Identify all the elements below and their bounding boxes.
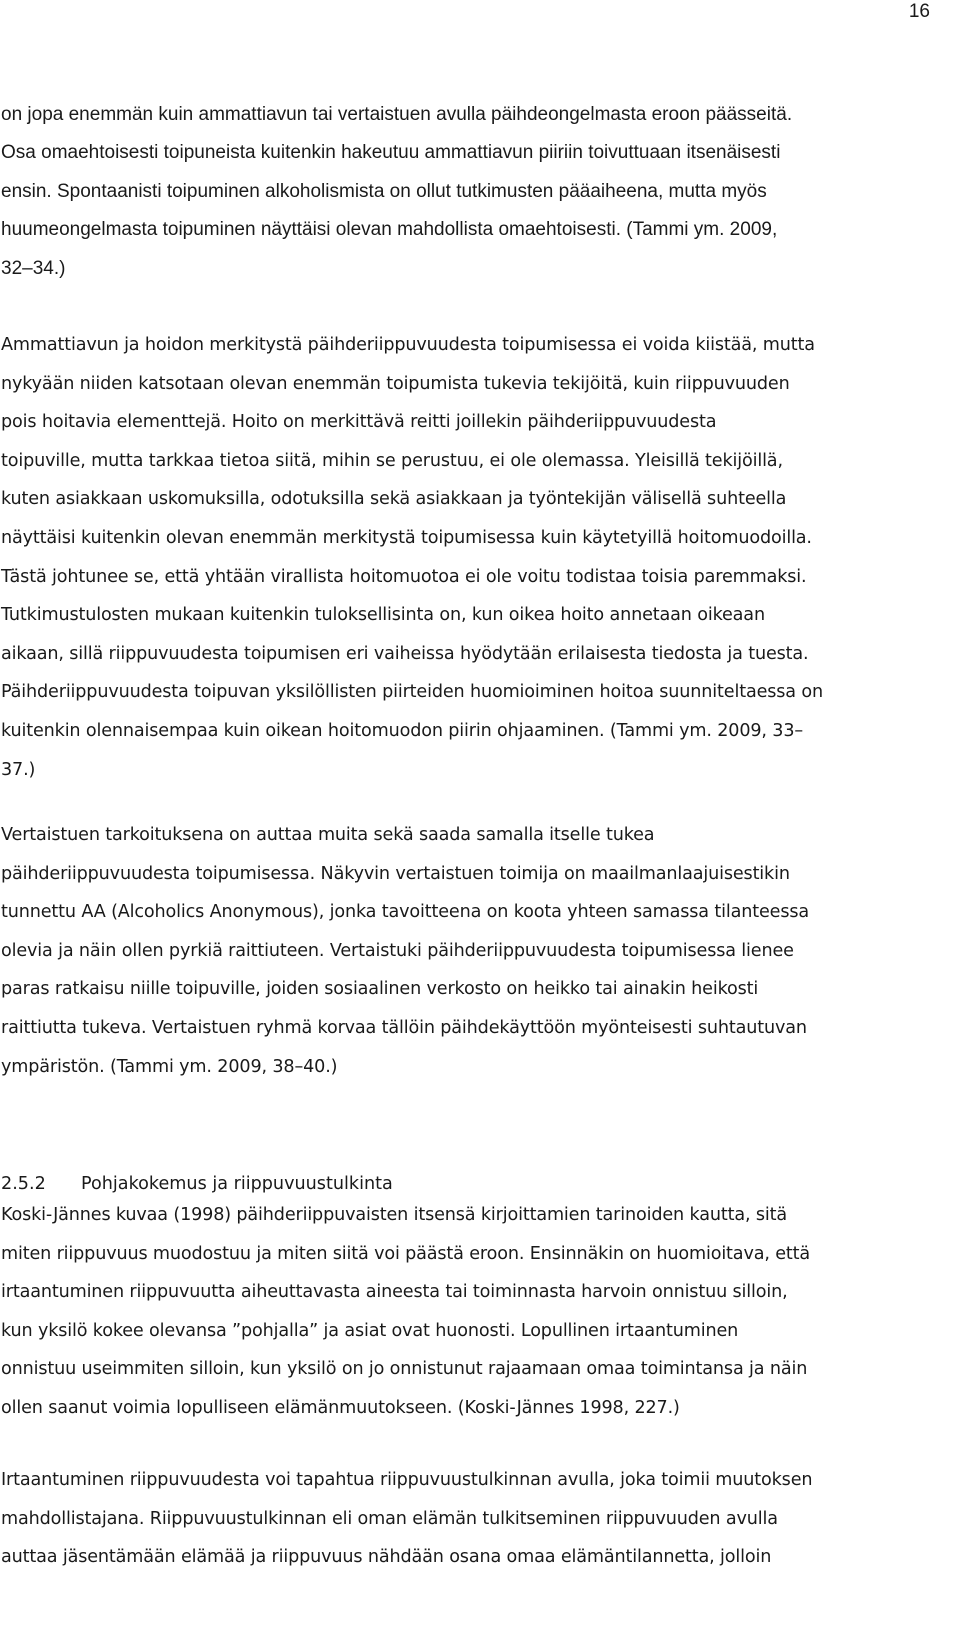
page-number: 16 xyxy=(908,1,930,22)
section-heading xyxy=(1,1172,393,1196)
section-number: 2.5.2 xyxy=(1,1174,46,1194)
paragraph-2: Ammattiavun ja hoidon merkitystä päihderiippuvuudesta toipumisessa ei voida kiistää, mutta nykyään niiden katsotaan olevan enemmän toipumista tukevia tekijöitä, kuin riippuvuuden pois hoitavia elementtejä. Hoito on merkittävä reitti joillekin päihderiippuvuudesta toipuville, mutta tarkkaa tietoa siitä, mihin se perustuu, ei ole olemassa. Yleisillä tekijöillä, kuten asiakkaan uskomuksilla, odotuksilla sekä asiakkaan ja työntekijän välisellä suhteella näyttäisi kuitenkin olevan enemmän merkitystä toipumisessa kuin käytetyillä hoitomuodoilla. Tästä johtunee se, että yhtään virallista hoitomuotoa ei ole voitu todistaa toisia paremmaksi. Tutkimustulosten mukaan kuitenkin tuloksellisinta on, kun oikea hoito annetaan oikeaan aikaan, sillä riippuvuudesta toipumisen eri vaiheissa hyödytään erilaisesta tiedosta ja tuesta. Päihderiippuvuudesta toipuvan yksilöllisten piirteiden huomioiminen hoitoa suunniteltaessa on kuitenkin olennaisempaa kuin oikean hoitomuodon piirin ohjaaminen. (Tammi ym. 2009, 33– 37.) xyxy=(1,335,823,780)
paragraph-3: Vertaistuen tarkoituksena on auttaa muita sekä saada samalla itselle tukea päihderiippuvuudesta toipumisessa. Näkyvin vertaistuen toimija on maailmanlaajuisestikin tunnettu AA (Alcoholics Anonymous), jonka tavoitteena on koota yhteen samassa tilanteessa olevia ja näin ollen pyrkiä raittiuteen. Vertaistuki päihderiippuvuudesta toipumisessa lienee paras ratkaisu niille toipuville, joiden sosiaalinen verkosto on heikko tai ainakin heikosti raittiutta tukeva. Vertaistuen ryhmä korvaa tällöin päihdekäyttöön myönteisesti suhtautuvan ympäristön. (Tammi ym. 2009, 38–40.) xyxy=(1,825,809,1077)
paragraph-4: Koski-Jännes kuvaa (1998) päihderiippuvaisten itsensä kirjoittamien tarinoiden kautta, sitä miten riippuvuus muodostuu ja miten siitä voi päästä eroon. Ensinnäkin on huomioitava, että irtaantuminen riippuvuutta aiheuttavasta aineesta tai toiminnasta harvoin onnistuu silloin, kun yksilö kokee olevansa ”pohjalla” ja asiat ovat huonosti. Lopullinen irtaantuminen onnistuu useimmiten silloin, kun yksilö on jo onnistunut rajaamaan omaa toimintansa ja näin ollen saanut voimia lopulliseen elämänmuutokseen. (Koski-Jännes 1998, 227.) xyxy=(1,1205,811,1418)
paragraph-1: on jopa enemmän kuin ammattiavun tai vertaistuen avulla päihdeongelmasta eroon päässeitä. Osa omaehtoisesti toipuneista kuitenkin hakeutuu ammattiavun piiriin toivuttuaan itsenäisesti ensin. Spontaanisti toipuminen alkoholismista on ollut tutkimusten pääaiheena, mutta myös huumeongelmasta toipuminen näyttäisi olevan mahdollista omaehtoisesti. (Tammi ym. 2009, 32–34.) xyxy=(1,104,793,279)
section-title: Pohjakokemus ja riippuvuustulkinta xyxy=(81,1174,393,1194)
paragraph-5: Irtaantuminen riippuvuudesta voi tapahtua riippuvuustulkinnan avulla, joka toimii muutoksen mahdollistajana. Riippuvuustulkinnan eli oman elämän tulkitseminen riippuvuuden avulla auttaa jäsentämään elämää ja riippuvuus nähdään osana omaa elämäntilannetta, jolloin xyxy=(1,1470,813,1568)
